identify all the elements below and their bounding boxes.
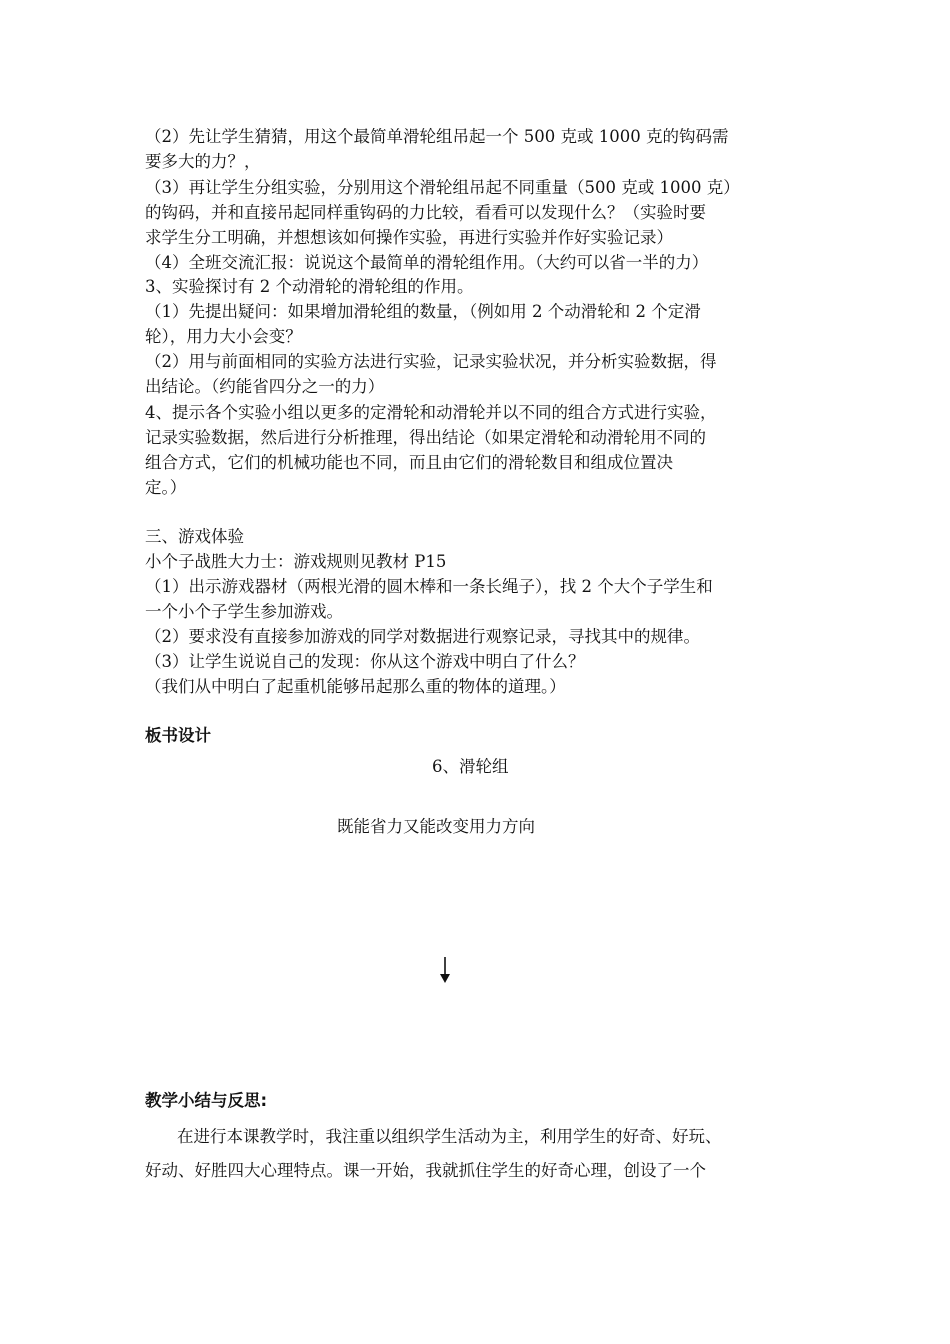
text-line: （4）全班交流汇报：说说这个最简单的滑轮组作用。（大约可以省一半的力） (145, 253, 709, 272)
text-line: （2）用与前面相同的实验方法进行实验，记录实验状况，并分析实验数据，得 (145, 352, 717, 371)
down-arrow-icon (438, 957, 452, 983)
reflection-heading: 教学小结与反思: (145, 1091, 268, 1110)
board-title: 6、滑轮组 (432, 757, 509, 776)
text-line: 组合方式，它们的机械功能也不同，而且由它们的滑轮数目和组成位置决 (145, 453, 673, 472)
text-line: （2）要求没有直接参加游戏的同学对数据进行观察记录，寻找其中的规律。 (145, 627, 700, 646)
section-heading-game: 三、游戏体验 (145, 527, 244, 546)
text-line: （1）先提出疑问：如果增加滑轮组的数量，（例如用 2 个动滑轮和 2 个定滑 (145, 302, 701, 321)
text-line: 出结论。（约能省四分之一的力） (145, 377, 385, 396)
text-line: 要多大的力？， (145, 152, 261, 171)
board-design-heading: 板书设计 (145, 726, 211, 745)
text-line: 记录实验数据，然后进行分析推理，得出结论（如果定滑轮和动滑轮用不同的 (145, 428, 706, 447)
text-line: 求学生分工明确，并想想该如何操作实验，再进行实验并作好实验记录） (145, 228, 673, 247)
text-line: 定。） (145, 478, 187, 497)
paragraph-line: 好动、好胜四大心理特点。课一开始，我就抓住学生的好奇心理，创设了一个 (145, 1161, 706, 1180)
text-line: 3、实验探讨有 2 个动滑轮的滑轮组的作用。 (145, 277, 474, 296)
text-line: 轮），用力大小会变？ (145, 327, 302, 346)
board-statement: 既能省力又能改变用力方向 (337, 817, 535, 836)
text-line: （我们从中明白了起重机能够吊起那么重的物体的道理。） (145, 677, 566, 696)
text-line: 小个子战胜大力士：游戏规则见教材 P15 (145, 552, 447, 571)
text-line: 的钩码，并和直接吊起同样重钩码的力比较，看看可以发现什么？（实验时要 (145, 203, 706, 222)
paragraph-line: 在进行本课教学时，我注重以组织学生活动为主，利用学生的好奇、好玩、 (177, 1127, 722, 1146)
text-line: （1）出示游戏器材（两根光滑的圆木棒和一条长绳子），找 2 个大个子学生和 (145, 577, 713, 596)
text-line: 一个小个子学生参加游戏。 (145, 602, 343, 621)
text-line: （2）先让学生猜猜，用这个最简单滑轮组吊起一个 500 克或 1000 克的钩码需 (145, 127, 729, 146)
text-line: （3）再让学生分组实验，分别用这个滑轮组吊起不同重量（500 克或 1000 克） (145, 178, 740, 197)
text-line: （3）让学生说说自己的发现：你从这个游戏中明白了什么？ (145, 652, 585, 671)
text-line: 4、提示各个实验小组以更多的定滑轮和动滑轮并以不同的组合方式进行实验， (145, 403, 717, 422)
